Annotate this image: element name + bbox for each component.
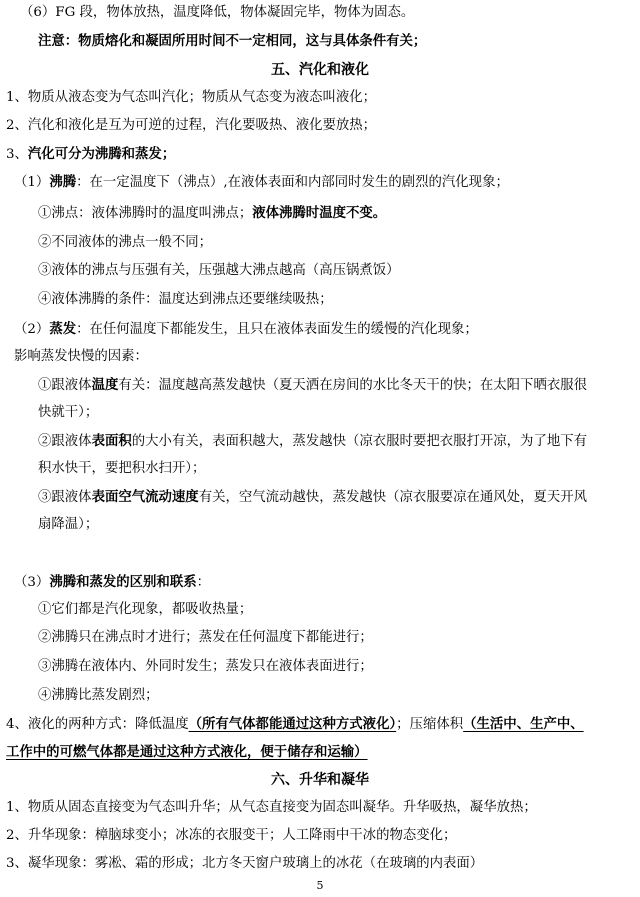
section-title-6 xyxy=(0,770,640,790)
bold-underlined-text: （所有气体都能通过这种方式液化） xyxy=(188,716,397,732)
text-line xyxy=(38,203,640,224)
text-line xyxy=(14,172,640,193)
text-span: ②跟液体 xyxy=(38,434,92,449)
text-line xyxy=(6,714,640,735)
text-span: ： xyxy=(196,575,210,590)
text-span: 工作中的可燃气体都是通过这种方式液化，便于储存和运输） xyxy=(6,744,368,760)
text-span: 1、物质从液态变为气态叫汽化；物质从气态变为液态叫液化； xyxy=(6,90,377,105)
text-line xyxy=(38,261,640,281)
text-line xyxy=(38,515,640,535)
text-span: ；压缩体积 xyxy=(396,717,464,732)
text-span: ④沸腾比蒸发剧烈； xyxy=(38,688,159,703)
text-span: ①沸点：液体沸腾时的温度叫沸点； xyxy=(38,206,253,221)
text-span: （2） xyxy=(14,322,50,337)
text-span: 2、升华现象：樟脑球变小；冰冻的衣服变干；人工降雨中干冰的物态变化； xyxy=(6,828,457,843)
text-line xyxy=(38,431,640,452)
text-span: ③沸腾在液体内、外同时发生；蒸发只在液体表面进行； xyxy=(38,659,373,674)
text-line xyxy=(6,854,640,874)
text-span: 有关：温度越高蒸发越快（夏天洒在房间的水比冬天干的快；在太阳下晒衣服很 xyxy=(118,378,588,393)
text-line xyxy=(14,572,640,593)
text-line xyxy=(38,487,640,508)
text-span: 积水快干，要把积水扫开）； xyxy=(38,461,206,476)
text-span: 3、凝华现象：雾凇、霜的形成；北方冬天窗户玻璃上的冰花（在玻璃的内表面） xyxy=(6,856,484,871)
text-line xyxy=(6,742,640,762)
text-line xyxy=(6,144,640,165)
text-span: ③液体的沸点与压强有关，压强越大沸点越高（高压锅煮饭） xyxy=(38,263,400,278)
text-line xyxy=(38,657,640,677)
section-title-5 xyxy=(0,60,640,80)
text-line xyxy=(14,319,640,340)
bold-text: 表面空气流动速度 xyxy=(91,489,199,505)
text-span: 五、汽化和液化 xyxy=(271,62,369,78)
text-line xyxy=(38,233,640,253)
page-number xyxy=(0,876,640,896)
bold-text: 液体沸腾时温度不变。 xyxy=(252,205,387,221)
text-span: ②不同液体的沸点一般不同； xyxy=(38,235,213,250)
text-span: （1） xyxy=(14,175,50,190)
text-line xyxy=(38,686,640,706)
bold-text: 汽化可分为沸腾和蒸发； xyxy=(27,146,176,162)
text-span: 3、 xyxy=(6,147,28,162)
bold-text: 沸腾 xyxy=(49,174,77,190)
text-line xyxy=(38,290,640,310)
bold-text: 温度 xyxy=(91,377,119,393)
text-line xyxy=(6,798,640,818)
text-span: 影响蒸发快慢的因素： xyxy=(14,349,148,364)
text-line xyxy=(38,600,640,620)
text-span: 扇降温）； xyxy=(38,517,99,532)
text-span: ①它们都是汽化现象，都吸收热量； xyxy=(38,602,253,617)
text-span: 2、汽化和液化是互为可逆的过程，汽化要吸热、液化要放热； xyxy=(6,118,377,133)
text-span: 注意：物质熔化和凝固所用时间不一定相同，这与具体条件有关； xyxy=(38,33,427,49)
text-line xyxy=(6,88,640,108)
text-line xyxy=(20,3,640,23)
text-span: 1、物质从固态直接变为气态叫升华；从气态直接变为固态叫凝华。升华吸热，凝华放热； xyxy=(6,800,537,815)
text-span: ：在任何温度下都能发生，且只在液体表面发生的缓慢的汽化现象； xyxy=(76,322,478,337)
text-span: 的大小有关，表面积越大，蒸发越快（凉衣服时要把衣服打开凉，为了地下有 xyxy=(131,434,588,449)
text-span: ①跟液体 xyxy=(38,378,92,393)
bold-text: 沸腾和蒸发的区别和联系 xyxy=(49,574,197,590)
text-span: 快就干）； xyxy=(38,405,99,420)
text-span: ④液体沸腾的条件：温度达到沸点还要继续吸热； xyxy=(38,292,333,307)
text-span: 有关，空气流动越快，蒸发越快（凉衣服要凉在通风处，夏天开风 xyxy=(198,490,588,505)
text-line xyxy=(6,826,640,846)
text-span: ②沸腾只在沸点时才进行；蒸发在任何温度下都能进行； xyxy=(38,630,373,645)
bold-underlined-text: （生活中、生产中、 xyxy=(463,716,584,732)
bold-text: 蒸发 xyxy=(49,321,77,337)
text-span: 4、液化的两种方式：降低温度 xyxy=(6,717,189,732)
text-span: （6）FG 段，物体放热，温度降低，物体凝固完毕，物体为固态。 xyxy=(20,5,415,20)
text-span: ③跟液体 xyxy=(38,490,92,505)
text-line xyxy=(38,375,640,396)
text-line xyxy=(14,347,640,367)
text-span: （3） xyxy=(14,575,50,590)
text-span: 六、升华和凝华 xyxy=(271,772,369,788)
text-span: ：在一定温度下（沸点）,在液体表面和内部同时发生的剧烈的汽化现象； xyxy=(76,175,509,190)
text-span: 5 xyxy=(316,879,324,892)
text-line xyxy=(38,459,640,479)
text-line xyxy=(38,628,640,648)
text-line xyxy=(6,116,640,136)
note-line xyxy=(38,31,640,51)
text-line xyxy=(38,403,640,423)
bold-text: 表面积 xyxy=(91,433,132,449)
